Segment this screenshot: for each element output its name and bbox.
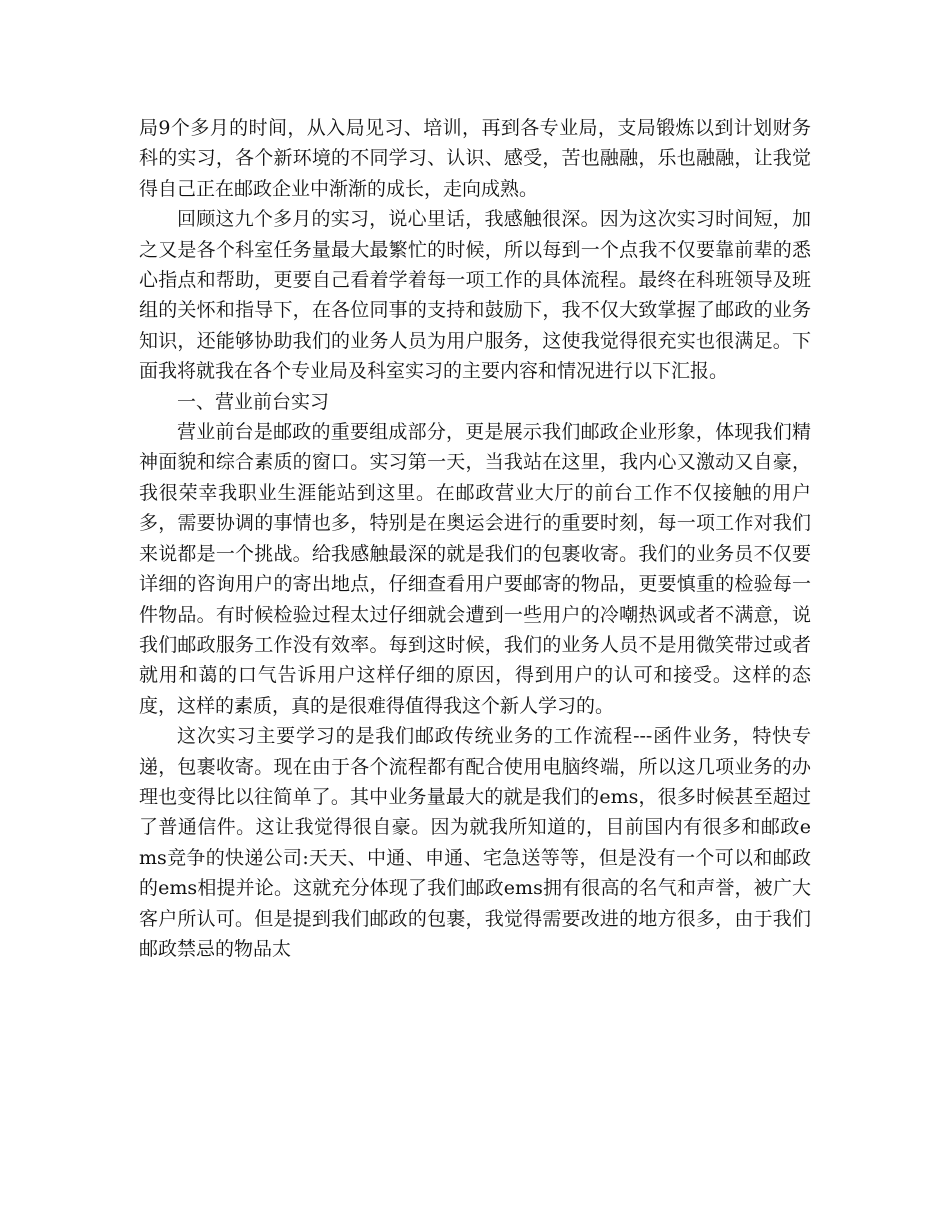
paragraph-front-desk: 营业前台是邮政的重要组成部分，更是展示我们邮政企业形象，体现我们精神面貌和综合素质的窗口。实习第一天，当我站在这里，我内心又激动又自豪，我很荣幸我职业生涯能站到这里。在邮政营业大厅的前台工作不仅接触的用户多，需要协调的事情也多，特别是在奥运会进行的重要时刻，每一项工作对我们来说都是一个挑战。给我感触最深的就是我们的包裹收寄。我们的业务员不仅要详细的咨询用户的寄出地点，仔细查看用户要邮寄的物品，更要慎重的检验每一件物品。有时候检验过程太过仔细就会遭到一些用户的冷嘲热讽或者不满意，说我们邮政服务工作没有效率。每到这时候，我们的业务人员不是用微笑带过或者就用和蔼的口气告诉用户这样仔细的原因，得到用户的认可和接受。这样的态度，这样的素质，真的是很难得值得我这个新人学习的。: [139, 421, 811, 717]
section-heading-front-desk: 一、营业前台实习: [177, 390, 330, 413]
paragraph-review: 回顾这九个多月的实习，说心里话，我感触很深。因为这次实习时间短，加之又是各个科室任务量最大最繁忙的时候，所以每到一个点我不仅要靠前辈的悉心指点和帮助，更要自己看着学着每一项工作的具体流程。最终在科班领导及班组的关怀和指导下，在各位同事的支持和鼓励下，我不仅大致掌握了邮政的业务知识，还能够协助我们的业务人员为用户服务，这使我觉得很充实也很满足。下面我将就我在各个专业局及科室实习的主要内容和情况进行以下汇报。: [139, 208, 811, 383]
paragraph-workflow: 这次实习主要学习的是我们邮政传统业务的工作流程---函件业务，特快专递，包裹收寄。现在由于各个流程都有配合使用电脑终端，所以这几项业务的办理也变得比以往简单了。其中业务量最大的就是我们的ems，很多时候甚至超过了普通信件。这让我觉得很自豪。因为就我所知道的，目前国内有很多和邮政ems竞争的快递公司:天天、中通、申通、宅急送等等，但是没有一个可以和邮政的ems相提并论。这就充分体现了我们邮政ems拥有很高的名气和声誉，被广大客户所认可。但是提到我们邮政的包裹，我觉得需要改进的地方很多，由于我们邮政禁忌的物品太: [139, 725, 811, 960]
paragraph-continuation: 局9个多月的时间，从入局见习、培训，再到各专业局，支局锻炼以到计划财务科的实习，各个新环境的不同学习、认识、感受，苦也融融，乐也融融，让我觉得自己正在邮政企业中渐渐的成长，走向成熟。: [139, 117, 811, 200]
document-body: [139, 113, 811, 964]
